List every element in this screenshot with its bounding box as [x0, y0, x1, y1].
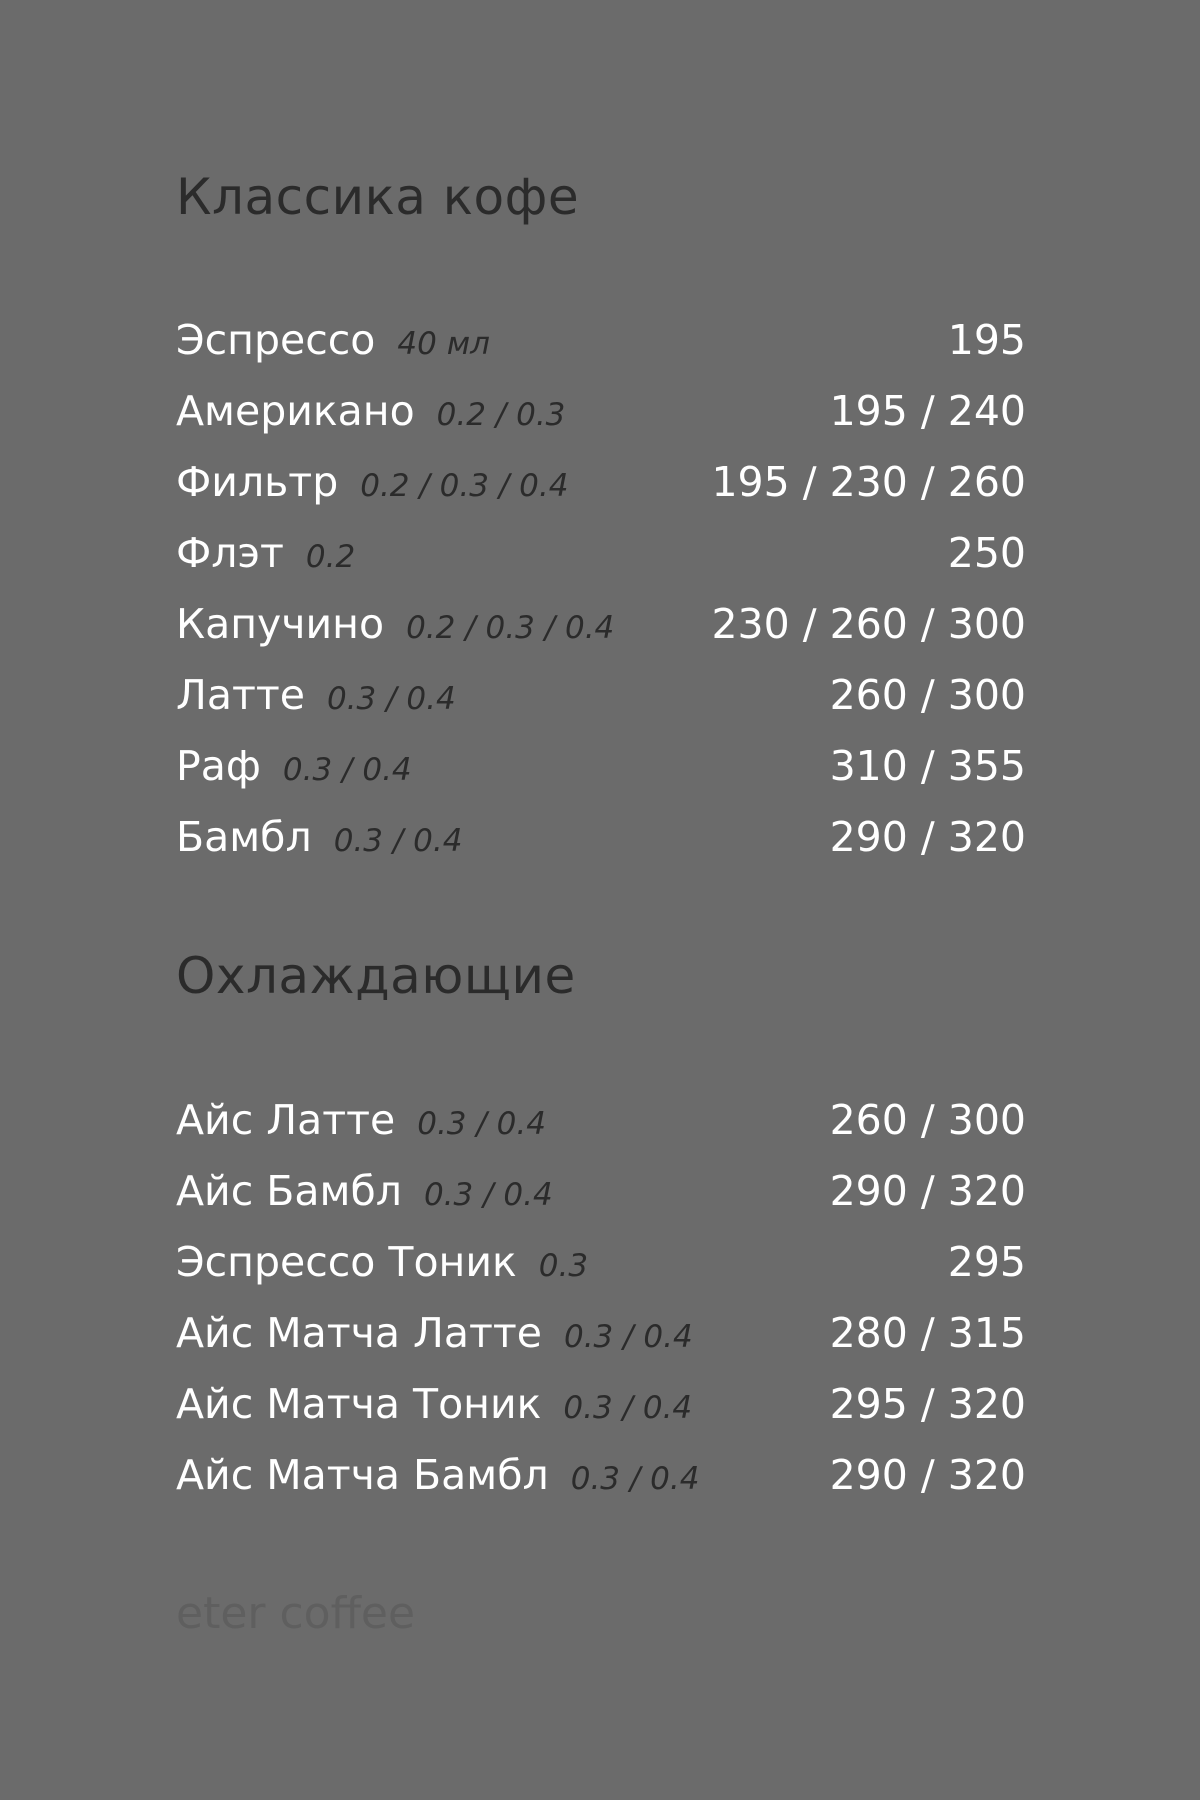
item-price: 250: [947, 529, 1026, 577]
item-name: Айс Бамбл: [176, 1167, 402, 1215]
menu-item-espresso-tonic: [176, 1238, 1026, 1313]
item-name-wrap: [176, 529, 356, 577]
item-name-wrap: [176, 1167, 553, 1215]
item-name: Фильтр: [176, 458, 339, 506]
menu-item-espresso: [176, 316, 1026, 391]
item-size: 0.2: [305, 539, 356, 575]
item-name: Раф: [176, 742, 261, 790]
section-title-classic-coffee: Классика кофе: [176, 168, 580, 226]
item-name-wrap: [176, 1380, 693, 1428]
item-size: 0.3 / 0.4: [423, 1177, 553, 1213]
item-size: 0.2 / 0.3: [436, 397, 566, 433]
menu-item-ice-matcha-bumble: [176, 1451, 1026, 1526]
item-name: Айс Матча Тоник: [176, 1380, 542, 1428]
item-size: 0.3 / 0.4: [563, 1319, 693, 1355]
item-name: Капучино: [176, 600, 385, 648]
item-price: 290 / 320: [829, 813, 1026, 861]
item-size: 0.3 / 0.4: [570, 1461, 700, 1497]
menu-item-filter: [176, 458, 1026, 533]
item-price: 310 / 355: [829, 742, 1026, 790]
item-size: 0.3 / 0.4: [282, 752, 412, 788]
item-size: 0.3: [538, 1248, 589, 1284]
item-name: Эспрессо: [176, 316, 376, 364]
item-name-wrap: [176, 1309, 693, 1357]
item-name: Американо: [176, 387, 415, 435]
item-price: 280 / 315: [829, 1309, 1026, 1357]
menu-item-americano: [176, 387, 1026, 462]
item-name-wrap: [176, 1238, 589, 1286]
item-name: Айс Матча Латте: [176, 1309, 542, 1357]
menu-item-ice-matcha-latte: [176, 1309, 1026, 1384]
item-price: 260 / 300: [829, 671, 1026, 719]
item-size: 0.2 / 0.3 / 0.4: [360, 468, 569, 504]
item-size: 0.2 / 0.3 / 0.4: [406, 610, 615, 646]
classic-coffee-list: [176, 316, 1026, 888]
item-name: Латте: [176, 671, 305, 719]
item-price: 230 / 260 / 300: [711, 600, 1026, 648]
item-size: 0.3 / 0.4: [326, 681, 456, 717]
item-name-wrap: [176, 387, 566, 435]
item-size: 0.3 / 0.4: [417, 1106, 546, 1142]
item-name-wrap: [176, 316, 490, 364]
item-price: 195: [947, 316, 1026, 364]
item-name-wrap: [176, 671, 456, 719]
item-price: 260 / 300: [829, 1096, 1026, 1144]
menu-item-ice-matcha-tonic: [176, 1380, 1026, 1455]
item-size: 0.3 / 0.4: [333, 823, 463, 859]
menu-item-bumble: [176, 813, 1026, 888]
item-name-wrap: [176, 742, 412, 790]
menu-item-cappuccino: [176, 600, 1026, 675]
item-price: 195 / 230 / 260: [711, 458, 1026, 506]
item-price: 295: [947, 1238, 1026, 1286]
item-name: Айс Матча Бамбл: [176, 1451, 549, 1499]
menu-item-latte: [176, 671, 1026, 746]
item-name-wrap: [176, 458, 569, 506]
menu-item-raf: [176, 742, 1026, 817]
item-price: 290 / 320: [829, 1451, 1026, 1499]
item-name: Бамбл: [176, 813, 312, 861]
menu-item-ice-latte: [176, 1096, 1026, 1171]
item-name-wrap: [176, 1451, 700, 1499]
item-price: 195 / 240: [829, 387, 1026, 435]
item-name: Эспрессо Тоник: [176, 1238, 517, 1286]
menu-item-flat: [176, 529, 1026, 604]
cooling-drinks-list: [176, 1096, 1026, 1526]
item-size: 0.3 / 0.4: [563, 1390, 693, 1426]
item-size: 40 мл: [397, 326, 490, 362]
item-name: Флэт: [176, 529, 284, 577]
item-price: 290 / 320: [829, 1167, 1026, 1215]
item-name-wrap: [176, 813, 463, 861]
item-name: Айс Латте: [176, 1096, 396, 1144]
item-price: 295 / 320: [829, 1380, 1026, 1428]
brand-logo-text: eter coffee: [176, 1588, 416, 1639]
menu-item-ice-bumble: [176, 1167, 1026, 1242]
section-title-cooling: Охлаждающие: [176, 947, 576, 1005]
item-name-wrap: [176, 1096, 546, 1144]
item-name-wrap: [176, 600, 615, 648]
